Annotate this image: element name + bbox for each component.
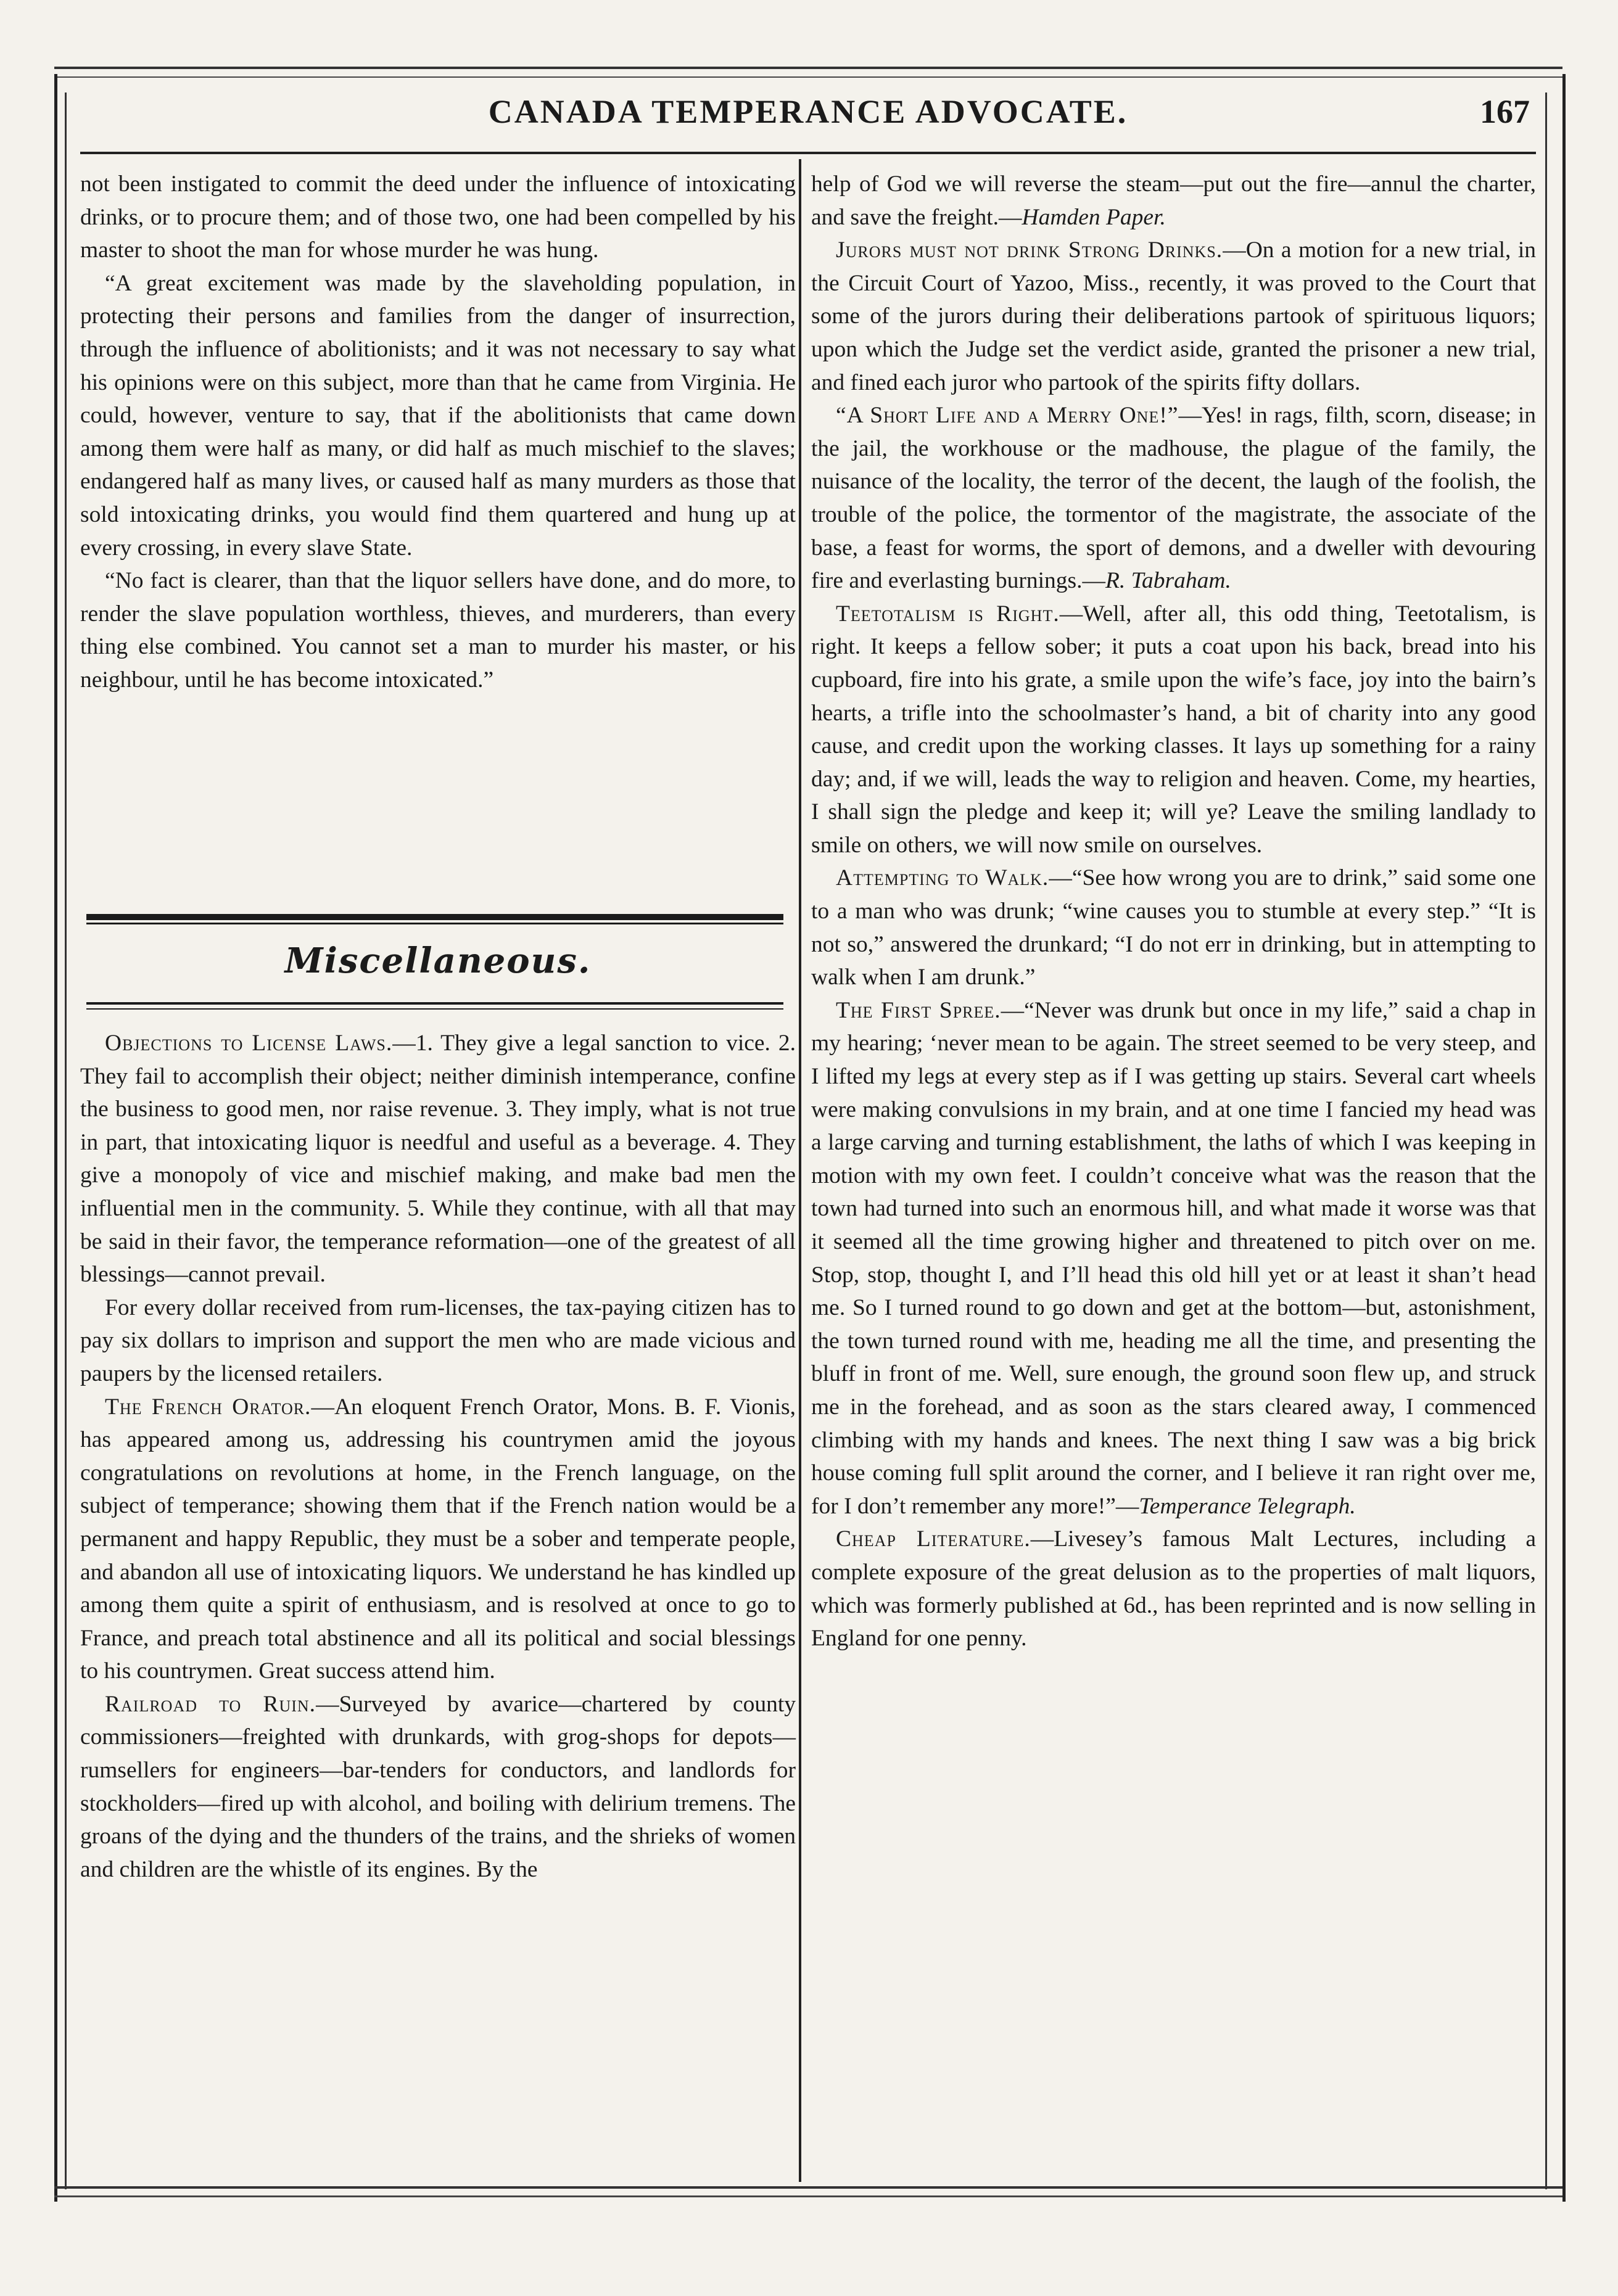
article-body: —Livesey’s famous Malt Lectures, including a complete exposure of the great delusion as to the properties of malt liquors, which was formerly published at 6d., has been reprinted and is now selling in England for one penny. xyxy=(811,1526,1537,1652)
article-body: —“Never was drunk but once in my life,” said a chap in my hearing; ‘never mean to be again. The street seemed to be very steep, and I lifted my legs at every step as if I was getting up stairs. Several cart wheels were making convulsions in my brain, and at one time I fancied my head was a large carving and turning establishment, the laths of which I was keeping in motion with my own feet. I couldn’t conceive what was the reason that the town had turned into such an enormous hill, and what made it worse was that it seemed all the time growing higher and threatened to pitch over on me. Stop, stop, thought I, and I’ll head this old hill yet or at least it shan’t head me. So I turned round to go down and get at the bottom—but, astonishment, the town turned round with me, heading me all the time, and presenting the bluff in front of me. Well, sure enough, the ground soon flew up, and struck me in the forehead, and as soon as the stars cleared away, I commenced climbing with my hands and knees. The next thing I saw was a big brick house coming full split around the corner, and I believe it ran right over me, for I don’t remember any more!”— xyxy=(811,997,1536,1519)
article-body: —Yes! in rags, filth, scorn, disease; in the jail, the workhouse or the madhouse, the plague of the family, the nuisance of the locality, the terror of the decent, the laugh of the foolish, the trouble of the police, the tormentor of the magistrate, the associate of the base, a feast for worms, the sport of demons, and a dweller with devouring fire and everlasting burnings.— xyxy=(811,403,1536,594)
quoted-paragraph-excitement: “A great excitement was made by the slaveholding population, in protecting their persons and families from the danger of insurrection, through the influence of abolitionists; and it was not necessary to say what his opinions were on this subject, more than that he came from Virginia. He could, however, venture to say, that if the abolitionists that came down among them were half as many, or did half as much mischief to the slaves; endangered half as many lives, or caused half as many murders as those that sold intoxicating drinks, you would find them quartered and hung up at every crossing, in every slave State. xyxy=(80,270,796,561)
article-heading: Jurors must not drink Strong Drinks. xyxy=(836,237,1223,263)
article-body: —An eloquent French Orator, Mons. B. F. Vionis, has appeared among us, addressing his countrymen amid the joyous congratulations on revolutions at home, in the French language, on the subject of temperance; showing them that if the French nation would be a permanent and happy Republic, they must be a sober and temperate people, and abandon all use of intoxicating liquors. We understand he has kindled up among them quite a spirit of enthusiasm, and is resolved at once to go to France, and preach total abstinence and all its political and social blessings to his countrymen. Great success attend him. xyxy=(80,1394,796,1684)
left-column-bottom xyxy=(80,1027,796,1886)
article-railroad-continued xyxy=(811,168,1536,234)
article-jurors xyxy=(811,234,1536,399)
article-body: —Well, after all, this odd thing, Teetotalism, is right. It keeps a fellow sober; it puts a coat upon his back, bread into his cupboard, fire into his grate, a smile upon the wife’s face, joy into the bairn’s hearts, a trifle into the schoolmaster’s hand, a bit of charity into any good cause, and credit upon the working classes. It lays up something for a rainy day; and, if we will, leads the way to religion and heaven. Come, my hearties, I shall sign the pledge and keep it; will ye? Leave the smiling landlady to smile on others, we will now smile on ourselves. xyxy=(811,601,1536,858)
article-source: R. Tabraham. xyxy=(1105,568,1231,594)
bottom-border-rule xyxy=(54,2186,1562,2189)
article-body: —On a motion for a new trial, in the Circuit Court of Yazoo, Miss., recently, it was proved to the Court that some of the jurors during their deliberations partook of spirituous liquors; upon which the Judge set the verdict aside, granted the prisoner a new trial, and fined each juror who partook of the spirits fifty dollars. xyxy=(811,237,1537,395)
section-rule-bottom xyxy=(86,1002,783,1005)
frame-inner-right-rule xyxy=(1545,93,1547,2189)
article-attempting-to-walk xyxy=(811,862,1536,994)
article-heading: Teetotalism is Right. xyxy=(836,601,1060,627)
left-column-top xyxy=(80,168,796,697)
bottom-border-rule-outer xyxy=(54,2195,1562,2197)
page-number: 167 xyxy=(1480,93,1530,130)
article-body: —1. They give a legal sanction to vice. 2. They fail to accomplish their object; neither diminish intemperance, confine the business to good men, nor raise revenue. 3. They imply, what is not true in part, that intoxicating liquor is needful and useful as a beverage. 4. They give a monopoly of vice and mischief making, and make bad men the influential men in the community. 5. While they continue, with all that may be said in their favor, the temperance reformation—one of the greatest of all blessings—cannot prevail. xyxy=(80,1031,796,1288)
article-source: Hamden Paper. xyxy=(1022,204,1166,230)
article-heading: Railroad to Ruin. xyxy=(105,1691,316,1717)
article-heading: The French Orator. xyxy=(105,1394,312,1420)
article-heading: Cheap Literature. xyxy=(836,1526,1031,1552)
column-divider xyxy=(799,159,801,2182)
section-heading: Miscellaneous. xyxy=(284,940,592,981)
continued-paragraph: not been instigated to commit the deed under the influence of intoxicating drinks, or to procure them; and of those two, one had been compelled by his master to shoot the man for whose murder he was hung. xyxy=(80,171,796,263)
article-short-life xyxy=(811,399,1536,598)
article-heading: “A Short Life and a Merry One!” xyxy=(836,403,1179,429)
frame-inner-left-rule xyxy=(65,93,67,2189)
header-rule xyxy=(80,152,1536,154)
article-body: —Surveyed by avarice—chartered by county commissioners—freighted with drunkards, with grog-shops for depots—rumsellers for engineers—bar-tenders for conductors, and landlords for stockholders—fired up with alcohol, and boiling with delirium tremens. The groans of the dying and the thunders of the trains, and the shrieks of women and children are the whistle of its engines. By the xyxy=(80,1691,796,1882)
section-rule-top xyxy=(86,914,783,920)
article-license-laws xyxy=(80,1027,796,1291)
article-railroad-to-ruin xyxy=(80,1688,796,1887)
article-teetotalism xyxy=(811,598,1536,862)
article-body: —“See how wrong you are to drink,” said some one to a man who was drunk; “wine causes you to stumble at every step.” “It is not so,” answered the drunkard; “I do not err in drinking, but in attempting to walk when I am drunk.” xyxy=(811,865,1536,990)
article-cheap-literature xyxy=(811,1523,1536,1655)
right-column xyxy=(811,168,1536,1655)
section-rule-bottom-thin xyxy=(86,1008,783,1010)
article-first-spree xyxy=(811,994,1536,1523)
article-heading: The First Spree. xyxy=(836,997,1001,1023)
publication-title: CANADA TEMPERANCE ADVOCATE. xyxy=(488,93,1128,130)
article-french-orator xyxy=(80,1391,796,1688)
article-body: help of God we will reverse the steam—put out the fire—annul the charter, and save the freight.— xyxy=(811,171,1536,230)
page-header xyxy=(80,93,1536,148)
top-border-rule xyxy=(54,67,1562,69)
article-heading: Attempting to Walk. xyxy=(836,865,1049,891)
section-rule-top-thin xyxy=(86,923,783,924)
article-heading: Objections to License Laws. xyxy=(105,1031,393,1056)
article-rum-licenses: For every dollar received from rum-licenses, the tax-paying citizen has to pay six dollars to imprison and support the men who are made vicious and paupers by the licensed retailers. xyxy=(80,1294,796,1386)
quoted-paragraph-liquor-sellers: “No fact is clearer, than that the liquor sellers have done, and do more, to render the slave population worthless, thieves, and murderers, than every thing else combined. You cannot set a man to murder his master, or his neighbour, until he has become intoxicated.” xyxy=(80,568,796,693)
article-source: Temperance Telegraph. xyxy=(1139,1493,1356,1519)
